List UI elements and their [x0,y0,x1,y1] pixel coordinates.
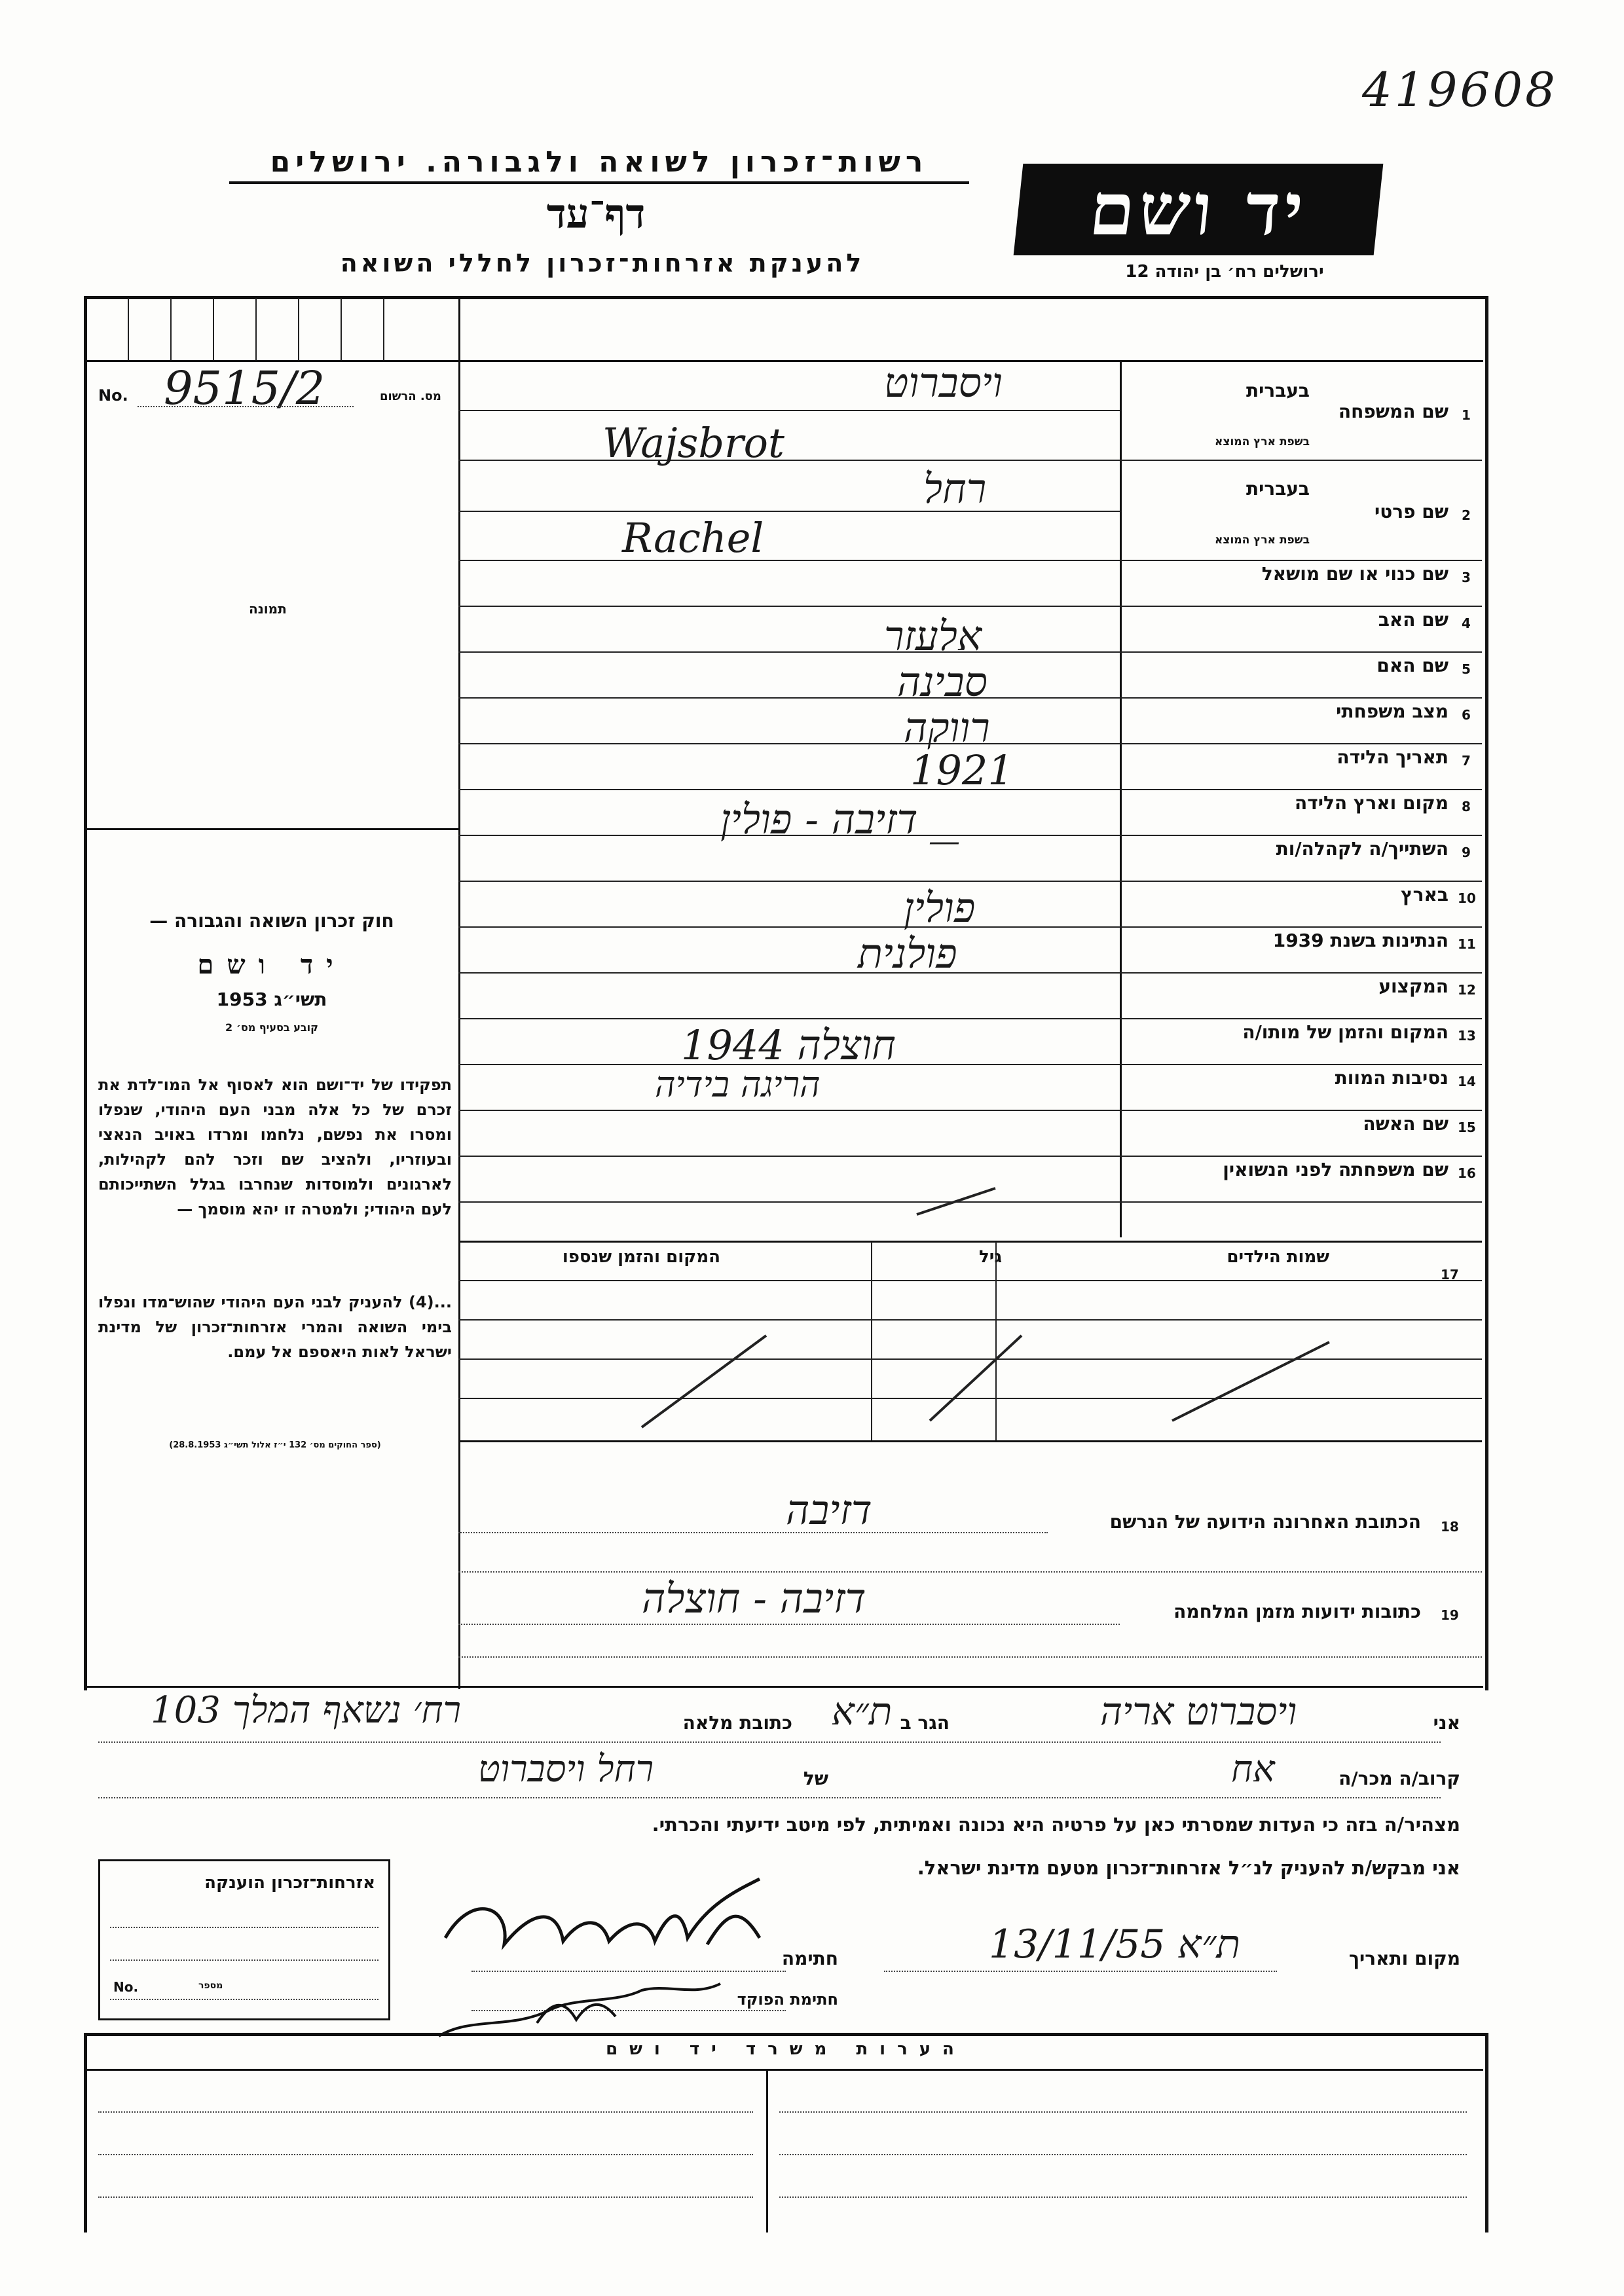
field-9-value: ― [930,825,959,858]
field-14-label: נסיבות המוות [1335,1067,1449,1089]
decl-name-value: ויסברוט אריה [1100,1689,1297,1734]
field-11-value: פולנית [858,930,957,977]
photo-area-rule [85,828,458,830]
field-1-label: שם המשפחה [1338,401,1449,422]
field-13-value: חוצלה 1944 [681,1021,896,1069]
officer-signature-label: חתימת הפוקד [737,1990,838,2009]
decl-address-value: רח׳ נשאף המלך 103 [151,1689,462,1732]
decl-place-date-label: מקום ותאריך [1348,1948,1460,1969]
law-text-1: תפקידו של יד־ושם הוא לאסוף אל המו־לדת את זכרם של כל אלה מבני העם היהודי, שנפלו ומסרו את נפשם, נלחמו ומרדו באויב הנאצי ובעוזריו, ולהציב שם וזכר להם לקהילות, לארגונים ולמוסדות שנחרבו בגלל השתייכותם לעם היהודי; ולמטרה זו יהא מוסמך — [98,1076,452,1218]
form-subtitle: להענקת אזרחות־זכרון לחללי השואה [340,249,865,278]
field-15-label: שם האשה [1363,1113,1449,1135]
decl-relative-label: קרוב/ה מכר/ה [1338,1768,1460,1789]
field-2-value-he: רחל [923,465,987,513]
decl-relation-value: אח [1231,1748,1275,1791]
field-19-label: כתובות ידועות מזמן המלחמה [1173,1601,1421,1622]
field-4-value: אלעזר [884,612,982,660]
law-text-2: ...(4) להעניק לבני העם היהודי שהוש־מדו ונפלו בימי השואה והמרי אזרחות־זכרון של מדינת ישראל לאות היאספם אל עמם. [98,1293,452,1361]
office-notes-box [84,2033,1488,2232]
law-title: חוק זכרון השואה והגבורה — [149,910,394,932]
address-line: ירושלים רח׳ בן יהודה 12 [1125,262,1324,282]
decl-of-label: של [803,1768,828,1789]
field-14-value: הריגה בידיה [655,1064,821,1105]
decl-signature-label: חתימה [781,1948,838,1969]
field-5-label: שם האם [1376,655,1449,676]
native-label-2: בשפת ארץ המוצא [1214,534,1310,547]
authority-title: רשות־זכרון לשואה ולגבורה. ירושלים [229,145,969,184]
decl-i-label: אני [1433,1712,1460,1734]
children-crossed-strokes [458,1283,1482,1440]
law-name: יד ושם [197,949,346,980]
label-column-divider [1120,360,1122,1237]
field-2-label: שם פרטי [1374,501,1449,522]
empty-value-strokes [458,1178,1120,1244]
field-13-label: המקום והזמן של מותו/ה [1242,1021,1449,1043]
field-2-value-native: Rachel [622,514,764,562]
archive-number: 419608 [1362,62,1558,117]
decl-place-date-value: ת״א 13/11/55 [989,1922,1240,1967]
reg-no-label: No. [98,386,128,405]
field-1-value-he: ויסברוט [884,359,1003,407]
decl-city-value: ת״א [832,1689,893,1734]
reg-label: מס. הרשום [380,390,441,403]
hebrew-label-2: בעברית [1246,478,1310,500]
citizenship-box [98,1859,390,2020]
citizenship-number-label: מספר [198,1980,223,1991]
field-11-label: הנתינות בשנת 1939 [1272,930,1449,951]
native-label-1: בשפת ארץ המוצא [1214,435,1310,448]
field-9-label: השתייך/ה לקהלה/ות [1276,838,1449,860]
field-7-label: תאריך הלידה [1337,746,1449,768]
field-6-label: מצב משפחתי [1336,701,1449,722]
field-8-value: דזיבה - פולין [720,795,918,843]
yad-vashem-logo [1014,164,1384,255]
field-12-label: המקצוע [1378,975,1449,997]
children-place-header: המקום והזמן שנספו [562,1247,720,1267]
field-10-value: פולין [904,884,976,932]
field-3-label: שם כנוי או שם מושאל [1261,563,1449,585]
hebrew-label-1: בעברית [1246,380,1310,401]
form-title: דף־עד [546,190,646,238]
decl-statement-2: אני מבקש/ת להעניק לנ״ל אזרחות־זכרון מטעם מדינת ישראל. [917,1857,1460,1879]
law-source: (ספר החוקים מס׳ 132 י״ז אלול תשי״ג 28.8.1953) [169,1440,381,1450]
field-4-label: שם האב [1378,609,1449,630]
decl-of-value: רחל ויסברוט [478,1748,654,1791]
decl-resident-label: הגר ב [900,1712,950,1734]
law-year: תשי״ג 1953 [216,989,327,1010]
reg-no-value: 9515/2 [164,361,325,415]
field-1-value-native: Wajsbrot [602,419,784,467]
decl-statement-1: מצהיר/ה בזה כי העדות שמסרתי כאן על פרטיה היא נכונה ואמיתית, לפי מיטב ידיעתי והכרתי. [652,1813,1460,1836]
field-7-value: 1921 [910,746,1014,794]
logo-text: יד ושם [1085,167,1312,251]
field-8-label: מקום וארץ הלידה [1295,792,1449,814]
field-18-value: דזיבה [786,1486,872,1534]
law-section: קובע בסעיף מס׳ 2 [225,1021,318,1034]
field-18-label: הכתובת האחרונה הידועה של הנרשם [1109,1511,1421,1533]
photo-label: תמונה [249,601,287,617]
decl-address-label: כתובת מלאה [682,1712,792,1734]
office-notes-title: הערות משרד יד ושם [606,2039,966,2059]
left-column-divider [458,298,460,1689]
field-10-label: בארץ [1401,884,1449,905]
field-16-label: שם משפחתה לפני הנשואין [1223,1159,1449,1180]
children-names-header: שמות הילדים [1227,1247,1329,1267]
field-5-value: סבינה [897,658,987,706]
citizenship-no-label: No. [113,1979,139,1995]
citizenship-box-title: אזרחות־זכרון הוענקה [204,1873,375,1893]
children-age-header: גיל [978,1247,1002,1267]
field-19-value: דזיבה - חוצלה [642,1575,866,1622]
field-6-value: רווקה [904,704,990,752]
